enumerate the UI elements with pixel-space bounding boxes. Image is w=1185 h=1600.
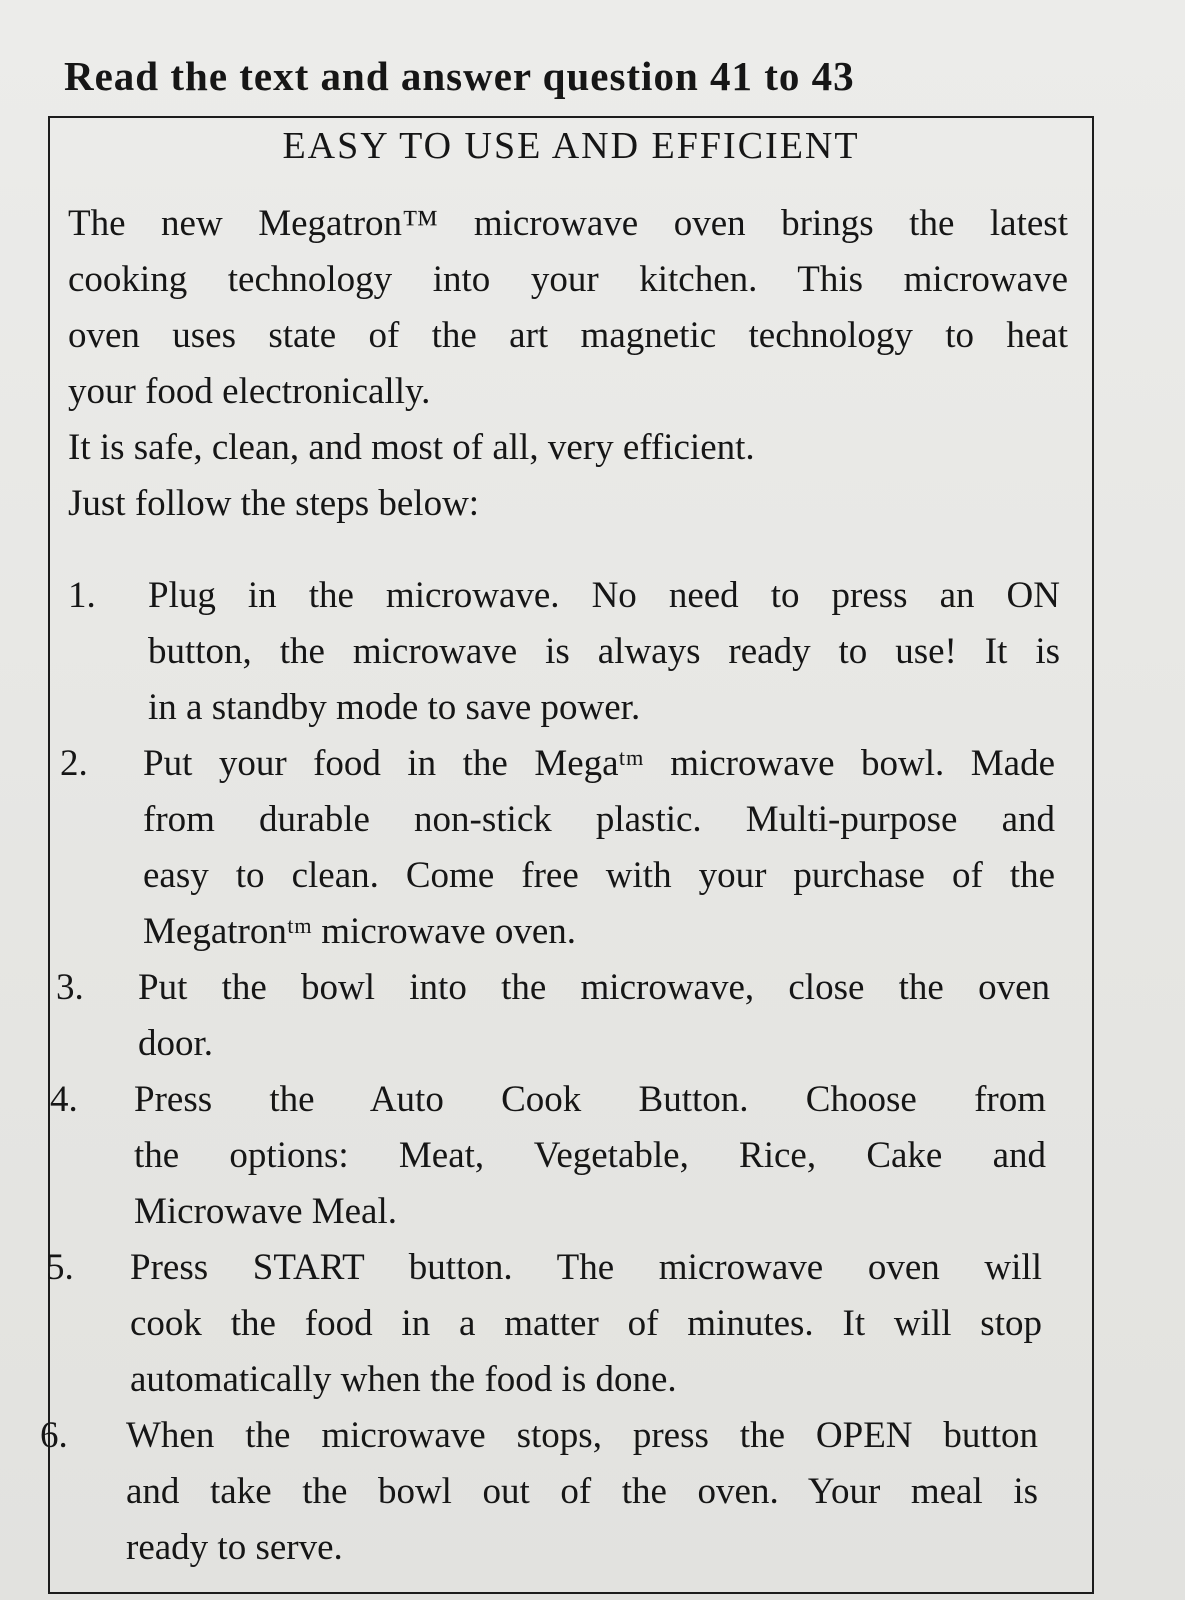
intro-line: your food electronically. xyxy=(68,371,431,412)
step-line: Press START button. The microwave oven will xyxy=(130,1247,1042,1288)
step-line: automatically when the food is done. xyxy=(130,1359,677,1400)
step-item xyxy=(50,736,1096,960)
step-item xyxy=(50,1072,1096,1240)
steps-list xyxy=(40,568,1096,1576)
step-line: Plug in the microwave. No need to press an ON xyxy=(148,575,1060,616)
step-number: 2. xyxy=(60,743,88,784)
step-number: 3. xyxy=(56,967,84,1008)
text-title: EASY TO USE AND EFFICIENT xyxy=(282,125,860,167)
step-number: 4. xyxy=(50,1079,78,1120)
step-number: 1. xyxy=(68,575,96,616)
intro-line: cooking technology into your kitchen. This microwave xyxy=(68,259,1068,300)
step-line: Put the bowl into the microwave, close the oven xyxy=(138,967,1050,1008)
step-line: Put your food in the Megaᵗᵐ microwave bowl. Made xyxy=(143,743,1055,784)
step-number: 5. xyxy=(46,1247,74,1288)
step-text xyxy=(130,1240,1042,1408)
step-line: and take the bowl out of the oven. Your meal is xyxy=(126,1471,1038,1512)
question-instruction: Read the text and answer question 41 to 43 xyxy=(64,53,855,99)
step-text xyxy=(134,1072,1046,1240)
step-text xyxy=(126,1408,1038,1576)
step-line: cook the food in a matter of minutes. It will stop xyxy=(130,1303,1042,1344)
intro-paragraph xyxy=(68,196,1068,532)
step-line: door. xyxy=(138,1023,214,1064)
step-item xyxy=(50,960,1096,1072)
step-line: Microwave Meal. xyxy=(134,1191,398,1232)
step-line: Megatronᵗᵐ microwave oven. xyxy=(143,911,577,952)
step-line: ready to serve. xyxy=(126,1527,343,1568)
step-text xyxy=(148,568,1060,736)
step-item xyxy=(46,1240,1096,1408)
step-item xyxy=(40,1408,1096,1576)
step-item xyxy=(50,568,1096,736)
step-line: button, the microwave is always ready to use! It is xyxy=(148,631,1060,672)
step-text xyxy=(138,960,1050,1072)
step-line: Press the Auto Cook Button. Choose from xyxy=(134,1079,1046,1120)
intro-line: Just follow the steps below: xyxy=(68,483,480,524)
reading-text-box xyxy=(40,116,1094,1594)
step-number: 6. xyxy=(40,1415,68,1456)
intro-line: The new Megatron™ microwave oven brings the latest xyxy=(68,203,1068,244)
step-line: from durable non-stick plastic. Multi-purpose and xyxy=(143,799,1055,840)
intro-line: It is safe, clean, and most of all, very efficient. xyxy=(68,427,755,468)
step-line: the options: Meat, Vegetable, Rice, Cake and xyxy=(134,1135,1046,1176)
step-line: in a standby mode to save power. xyxy=(148,687,641,728)
intro-line: oven uses state of the art magnetic technology to heat xyxy=(68,315,1068,356)
step-text xyxy=(143,736,1055,960)
step-line: When the microwave stops, press the OPEN button xyxy=(126,1415,1038,1456)
step-line: easy to clean. Come free with your purchase of the xyxy=(143,855,1055,896)
